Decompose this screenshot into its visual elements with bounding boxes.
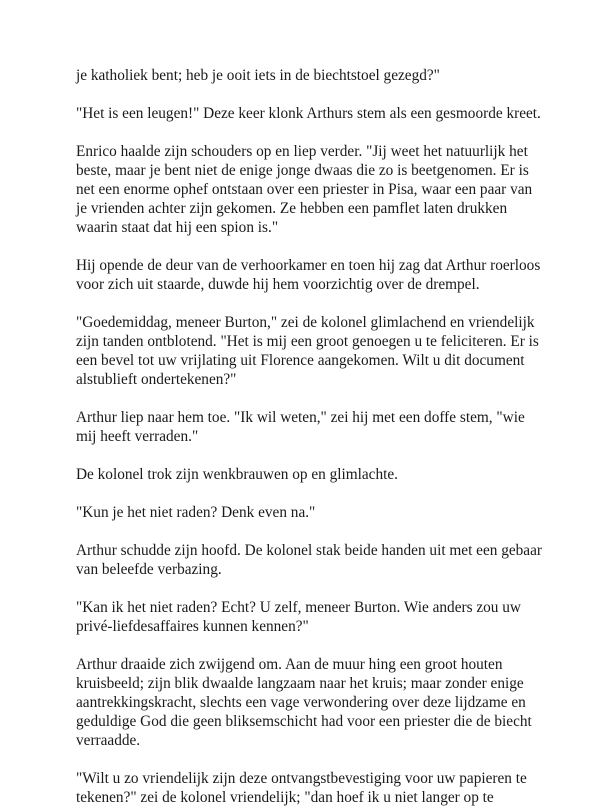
paragraph-1 [76, 66, 530, 85]
paragraph-11 [76, 655, 530, 750]
text-line: Enrico haalde zijn schouders op en liep verder. "Jij weet het natuurlijk het [76, 143, 528, 160]
paragraph-5 [76, 313, 539, 389]
text-line: verraadde. [76, 732, 141, 749]
text-line: privé-liefdesaffaires kunnen kennen?" [76, 618, 309, 635]
text-line: Arthur draaide zich zwijgend om. Aan de muur hing een groot houten [76, 656, 503, 673]
text-line: waarin staat dat hij een spion is." [76, 219, 279, 236]
text-line: "Goedemiddag, meneer Burton," zei de kolonel glimlachend en vriendelijk [76, 314, 535, 331]
text-line: je katholiek bent; heb je ooit iets in de biechtstoel gezegd?" [76, 67, 440, 84]
text-line: zijn tanden ontblotend. "Het is mij een groot genoegen u te feliciteren. Er is [76, 333, 539, 350]
text-line: geduldige God die geen bliksemschicht had voor een priester die de biecht [76, 713, 532, 730]
text-line: Arthur liep naar hem toe. "Ik wil weten," zei hij met een doffe stem, "wie [76, 409, 525, 426]
text-line: kruisbeeld; zijn blik dwaalde langzaam naar het kruis; maar zonder enige [76, 675, 524, 692]
text-line: van beleefde verbazing. [76, 561, 222, 578]
text-line: alstublieft ondertekenen?" [76, 371, 237, 388]
text-line: beste, maar je bent niet de enige jonge dwaas die zo is beetgenomen. Er is [76, 162, 529, 179]
text-line: Hij opende de deur van de verhoorkamer en toen hij zag dat Arthur roerloos [76, 257, 541, 274]
paragraph-10 [76, 598, 530, 636]
paragraph-2 [76, 104, 541, 123]
text-line: "Kan ik het niet raden? Echt? U zelf, meneer Burton. Wie anders zou uw [76, 599, 521, 616]
text-line: tekenen?" zei de kolonel vriendelijk; "dan hoef ik u niet langer op te [76, 789, 494, 806]
paragraph-4 [76, 256, 541, 294]
text-line: Arthur schudde zijn hoofd. De kolonel stak beide handen uit met een gebaar [76, 542, 542, 559]
text-line: net een enorme ophef ontstaan over een priester in Pisa, waar een paar van [76, 181, 533, 198]
paragraph-9 [76, 541, 542, 579]
text-line: je vrienden achter zijn gekomen. Ze hebben een pamflet laten drukken [76, 200, 508, 217]
text-line: "Het is een leugen!" Deze keer klonk Arthurs stem als een gesmoorde kreet. [76, 105, 541, 122]
text-line: "Wilt u zo vriendelijk zijn deze ontvangstbevestiging voor uw papieren te [76, 770, 527, 787]
paragraph-8 [76, 503, 530, 522]
paragraph-12 [76, 769, 530, 807]
paragraph-6 [76, 408, 530, 446]
text-line: De kolonel trok zijn wenkbrauwen op en glimlachte. [76, 466, 398, 483]
text-line: mij heeft verraden." [76, 428, 199, 445]
text-line: een bevel tot uw vrijlating uit Florence aangekomen. Wilt u dit document [76, 352, 525, 369]
text-line: voor zich uit staarde, duwde hij hem voorzichtig over de drempel. [76, 276, 480, 293]
text-line: aantrekkingskracht, slechts een vage verwondering over deze lijdzame en [76, 694, 526, 711]
text-line: "Kun je het niet raden? Denk even na." [76, 504, 316, 521]
paragraph-7 [76, 465, 530, 484]
paragraph-3 [76, 142, 533, 237]
